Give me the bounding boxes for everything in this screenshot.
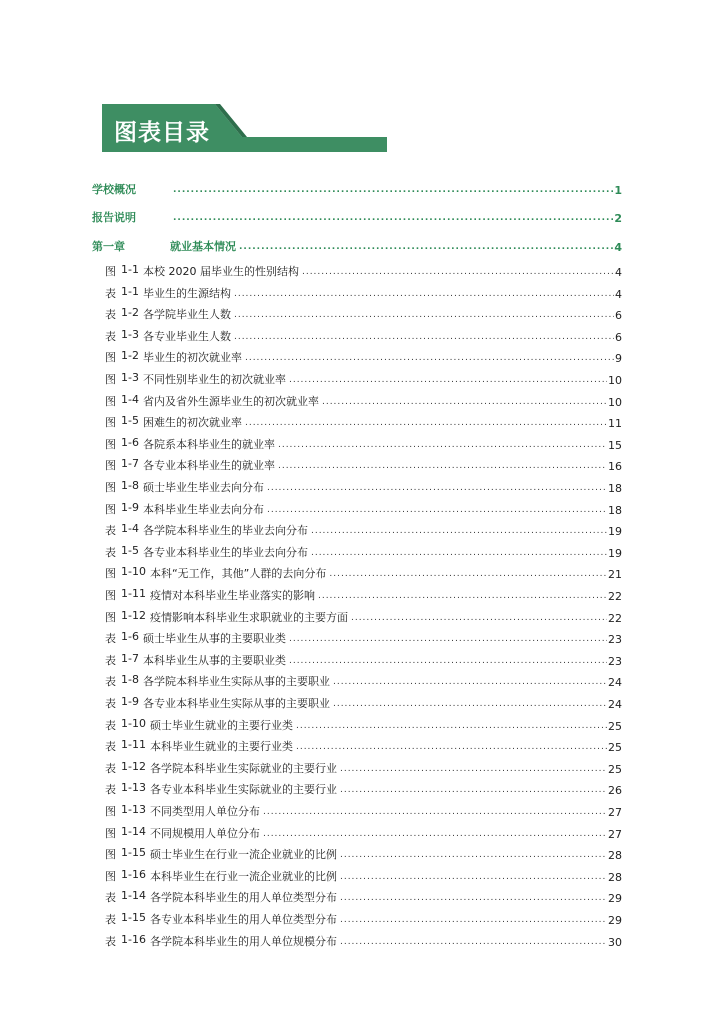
dot-leader xyxy=(340,935,607,949)
entry-title: 各专业本科毕业生实际就业的主要行业 xyxy=(149,783,337,797)
dot-leader xyxy=(322,395,607,409)
entry-kind: 图 xyxy=(105,567,116,581)
entry-number: 1-1 xyxy=(121,263,139,277)
entry-number: 1-6 xyxy=(121,435,139,449)
entry-kind: 图 xyxy=(105,481,116,495)
entry-kind: 图 xyxy=(105,826,116,840)
page-number: 26 xyxy=(608,784,622,798)
page-number: 22 xyxy=(608,590,622,603)
page-number: 30 xyxy=(608,935,622,949)
dot-leader xyxy=(278,459,607,473)
entry-number: 1-2 xyxy=(121,306,139,320)
toc-entry-row[interactable] xyxy=(92,668,622,690)
toc-entry-row[interactable] xyxy=(92,905,622,927)
page-number: 10 xyxy=(608,395,622,409)
dot-leader xyxy=(340,891,607,905)
dot-leader xyxy=(289,632,607,646)
page-number: 18 xyxy=(608,482,622,496)
page-number: 16 xyxy=(608,460,622,474)
entry-number: 1-8 xyxy=(121,479,139,493)
entry-number: 1-15 xyxy=(121,910,146,924)
entry-kind: 图 xyxy=(105,416,116,430)
entry-number: 1-16 xyxy=(121,932,146,946)
dot-leader xyxy=(302,265,614,279)
entry-kind: 图 xyxy=(105,502,116,516)
entry-kind: 图 xyxy=(105,351,116,365)
entry-kind: 表 xyxy=(105,718,116,732)
entry-number: 1-5 xyxy=(121,414,139,428)
entry-number: 1-13 xyxy=(121,802,146,816)
toc-entry-row[interactable] xyxy=(92,862,622,884)
toc-entry-row[interactable] xyxy=(92,927,622,949)
toc-entry-row[interactable] xyxy=(92,538,622,560)
entry-title: 不同类型用人单位分布 xyxy=(149,804,260,818)
entry-title: 各学院本科毕业生的用人单位规模分布 xyxy=(149,934,337,948)
dot-leader xyxy=(296,740,607,754)
page-number: 21 xyxy=(608,568,622,582)
page-number: 15 xyxy=(608,438,622,452)
entry-title: 本校 2020 届毕业生的性别结构 xyxy=(142,265,299,279)
entry-title: 本科毕业生毕业去向分布 xyxy=(142,502,264,516)
dot-leader xyxy=(263,827,607,841)
toc-entry-row[interactable] xyxy=(92,581,622,603)
entry-title: 本科毕业生在行业一流企业就业的比例 xyxy=(149,869,337,883)
toc-entry-row[interactable] xyxy=(92,495,622,517)
toc-entry-row[interactable] xyxy=(92,301,622,323)
dot-leader xyxy=(351,611,607,625)
toc-entry-row[interactable] xyxy=(92,819,622,841)
page-number: 27 xyxy=(608,827,622,841)
toc-entry-row[interactable] xyxy=(92,365,622,387)
entry-number: 1-7 xyxy=(121,651,139,665)
entry-title: 疫情对本科毕业生毕业落实的影响 xyxy=(149,589,315,602)
page-number: 22 xyxy=(608,611,622,625)
entry-title: 本科“无工作，其他”人群的去向分布 xyxy=(149,567,327,581)
entry-kind: 表 xyxy=(105,653,116,667)
entry-title: 疫情影响本科毕业生求职就业的主要方面 xyxy=(149,610,348,624)
entry-title: 本科毕业生从事的主要职业类 xyxy=(142,653,286,667)
entry-number: 1-14 xyxy=(121,889,146,903)
entry-kind: 图 xyxy=(105,589,116,602)
entry-kind: 图 xyxy=(105,373,116,387)
entry-title: 困难生的初次就业率 xyxy=(142,416,242,430)
dot-leader xyxy=(340,913,607,927)
toc-entry-row[interactable] xyxy=(92,409,622,431)
table-of-contents xyxy=(92,168,622,949)
toc-entry-row[interactable] xyxy=(92,797,622,819)
toc-entry-row[interactable] xyxy=(92,473,622,495)
entry-kind: 表 xyxy=(105,308,116,322)
entry-number: 1-4 xyxy=(121,522,139,536)
entry-kind: 图 xyxy=(105,459,116,473)
dot-leader xyxy=(234,308,614,322)
entry-kind: 表 xyxy=(105,286,116,300)
dot-leader xyxy=(311,524,607,538)
dot-leader xyxy=(245,351,614,365)
entry-number: 1-10 xyxy=(121,565,146,579)
toc-entry-row[interactable] xyxy=(92,517,622,539)
entry-title: 各专业毕业生人数 xyxy=(142,329,231,343)
entry-title: 各学院本科毕业生实际就业的主要行业 xyxy=(149,761,337,775)
entry-title: 各学院本科毕业生的毕业去向分布 xyxy=(142,524,308,538)
page-number: 25 xyxy=(608,719,622,733)
entry-kind: 表 xyxy=(105,891,116,905)
entry-title: 各专业本科毕业生的用人单位类型分布 xyxy=(149,912,337,926)
entry-kind: 表 xyxy=(105,934,116,948)
dot-leader xyxy=(329,567,607,581)
toc-entry-row[interactable] xyxy=(92,646,622,668)
dot-leader xyxy=(234,330,614,344)
entry-number: 1-14 xyxy=(121,824,146,838)
toc-entry-row[interactable] xyxy=(92,711,622,733)
entry-title: 硕士毕业生在行业一流企业就业的比例 xyxy=(149,848,337,862)
entry-kind: 表 xyxy=(105,696,116,710)
entry-kind: 表 xyxy=(105,783,116,797)
entry-number: 1-3 xyxy=(121,371,139,385)
entry-kind: 表 xyxy=(105,545,116,559)
entry-title: 硕士毕业生就业的主要行业类 xyxy=(149,718,293,732)
dot-leader xyxy=(296,719,607,733)
toc-entry-row[interactable] xyxy=(92,430,622,452)
entry-number: 1-15 xyxy=(121,846,146,860)
entry-number: 1-9 xyxy=(121,694,139,708)
entry-kind: 图 xyxy=(105,610,116,624)
page-number: 25 xyxy=(608,741,622,755)
section-title: 报告说明 xyxy=(92,211,136,224)
page-number: 19 xyxy=(608,546,622,560)
page-title: 图表目录 xyxy=(114,120,210,146)
entry-title: 省内及省外生源毕业生的初次就业率 xyxy=(142,394,319,408)
toc-section-row[interactable] xyxy=(92,197,622,226)
toc-entry-row[interactable] xyxy=(92,344,622,366)
entry-kind: 图 xyxy=(105,848,116,862)
page-number: 25 xyxy=(608,762,622,776)
entry-number: 1-6 xyxy=(121,630,139,644)
entry-title: 毕业生的初次就业率 xyxy=(142,351,242,365)
toc-entry-row[interactable] xyxy=(92,733,622,755)
entry-kind: 图 xyxy=(105,869,116,883)
entry-title: 各专业本科毕业生实际从事的主要职业 xyxy=(142,696,330,710)
dot-leader xyxy=(173,183,613,197)
entry-title: 各学院本科毕业生实际从事的主要职业 xyxy=(142,675,330,689)
dot-leader xyxy=(289,373,607,387)
dot-leader xyxy=(311,546,607,560)
entry-number: 1-4 xyxy=(121,392,139,406)
dot-leader xyxy=(340,848,607,862)
page-number: 18 xyxy=(608,503,622,517)
dot-leader xyxy=(267,503,607,517)
entry-title: 各专业本科毕业生的就业率 xyxy=(142,459,275,473)
entry-number: 1-1 xyxy=(121,284,139,298)
dot-leader xyxy=(333,675,607,689)
entry-kind: 图 xyxy=(105,437,116,451)
entry-title: 各学院本科毕业生的用人单位类型分布 xyxy=(149,891,337,905)
page-number: 24 xyxy=(608,697,622,711)
page-number: 23 xyxy=(608,654,622,668)
page-number: 27 xyxy=(608,805,622,819)
dot-leader xyxy=(340,783,607,797)
toc-entry-row[interactable] xyxy=(92,603,622,625)
dot-leader xyxy=(340,762,607,776)
page-number: 6 xyxy=(615,330,622,344)
toc-entry-row[interactable] xyxy=(92,322,622,344)
page-number: 11 xyxy=(608,417,622,431)
toc-entry-row[interactable] xyxy=(92,387,622,409)
page-number: 28 xyxy=(608,870,622,884)
entry-kind: 图 xyxy=(105,265,116,279)
entry-kind: 表 xyxy=(105,740,116,754)
dot-leader xyxy=(267,481,607,495)
page-number: 29 xyxy=(608,892,622,906)
dot-leader xyxy=(318,589,607,603)
dot-leader xyxy=(173,211,613,225)
entry-title: 各专业本科毕业生的毕业去向分布 xyxy=(142,545,308,559)
page-number: 28 xyxy=(608,849,622,863)
page-number: 23 xyxy=(608,633,622,647)
toc-entry-row[interactable] xyxy=(92,776,622,798)
dot-leader xyxy=(333,697,607,711)
entry-number: 1-12 xyxy=(121,608,146,622)
entry-number: 1-12 xyxy=(121,759,146,773)
entry-kind: 表 xyxy=(105,524,116,538)
entry-title: 各院系本科毕业生的就业率 xyxy=(142,437,275,451)
page-number: 2 xyxy=(614,212,622,225)
entry-kind: 表 xyxy=(105,632,116,646)
entry-number: 1-8 xyxy=(121,673,139,687)
entry-title: 硕士毕业生从事的主要职业类 xyxy=(142,632,286,646)
entry-number: 1-2 xyxy=(121,349,139,363)
entry-kind: 表 xyxy=(105,675,116,689)
toc-entry-row[interactable] xyxy=(92,841,622,863)
toc-entry-row[interactable] xyxy=(92,279,622,301)
dot-leader xyxy=(239,240,613,254)
entry-kind: 图 xyxy=(105,804,116,818)
page-number: 19 xyxy=(608,525,622,539)
dot-leader xyxy=(245,416,607,430)
page-number: 9 xyxy=(615,352,622,366)
toc-entry-row[interactable] xyxy=(92,884,622,906)
chapter-title: 就业基本情况 xyxy=(170,239,236,253)
dot-leader xyxy=(289,654,607,668)
entry-title: 本科毕业生就业的主要行业类 xyxy=(149,740,293,754)
toc-entry-row[interactable] xyxy=(92,258,622,280)
entry-number: 1-9 xyxy=(121,500,139,514)
toc-section-row[interactable] xyxy=(92,168,622,197)
page-number: 4 xyxy=(615,266,622,280)
entry-kind: 表 xyxy=(105,912,116,926)
page-number: 29 xyxy=(608,913,622,927)
entry-kind: 表 xyxy=(105,761,116,775)
entry-title: 不同规模用人单位分布 xyxy=(149,826,260,840)
entry-number: 1-5 xyxy=(121,543,139,557)
page-number: 4 xyxy=(614,240,622,254)
entry-kind: 图 xyxy=(105,394,116,408)
toc-entry-row[interactable] xyxy=(92,560,622,582)
page-number: 4 xyxy=(615,287,622,301)
dot-leader xyxy=(234,287,614,301)
page-number: 24 xyxy=(608,676,622,690)
page-number: 10 xyxy=(608,374,622,388)
toc-section-row[interactable] xyxy=(92,225,622,254)
dot-leader xyxy=(263,805,607,819)
page-number: 6 xyxy=(615,309,622,323)
section-title: 学校概况 xyxy=(92,182,136,196)
page-number: 1 xyxy=(614,183,622,197)
entry-title: 各学院毕业生人数 xyxy=(142,308,231,322)
entry-title: 硕士毕业生毕业去向分布 xyxy=(142,481,264,495)
toc-entry-row[interactable] xyxy=(92,689,622,711)
entry-kind: 表 xyxy=(105,329,116,343)
toc-entry-row[interactable] xyxy=(92,754,622,776)
dot-leader xyxy=(340,870,607,884)
toc-header-banner xyxy=(102,104,387,152)
entry-title: 毕业生的生源结构 xyxy=(142,286,231,300)
entry-number: 1-11 xyxy=(121,587,146,600)
entry-number: 1-10 xyxy=(121,716,146,730)
toc-entry-row[interactable] xyxy=(92,625,622,647)
entry-number: 1-11 xyxy=(121,738,146,752)
dot-leader xyxy=(278,438,607,452)
entry-title: 不同性别毕业生的初次就业率 xyxy=(142,373,286,387)
entry-number: 1-13 xyxy=(121,781,146,795)
entry-number: 1-3 xyxy=(121,327,139,341)
chapter-number: 第一章 xyxy=(92,239,125,253)
toc-entry-row[interactable] xyxy=(92,452,622,474)
entry-number: 1-7 xyxy=(121,457,139,471)
entry-number: 1-16 xyxy=(121,867,146,881)
figure-table-list xyxy=(92,258,622,949)
